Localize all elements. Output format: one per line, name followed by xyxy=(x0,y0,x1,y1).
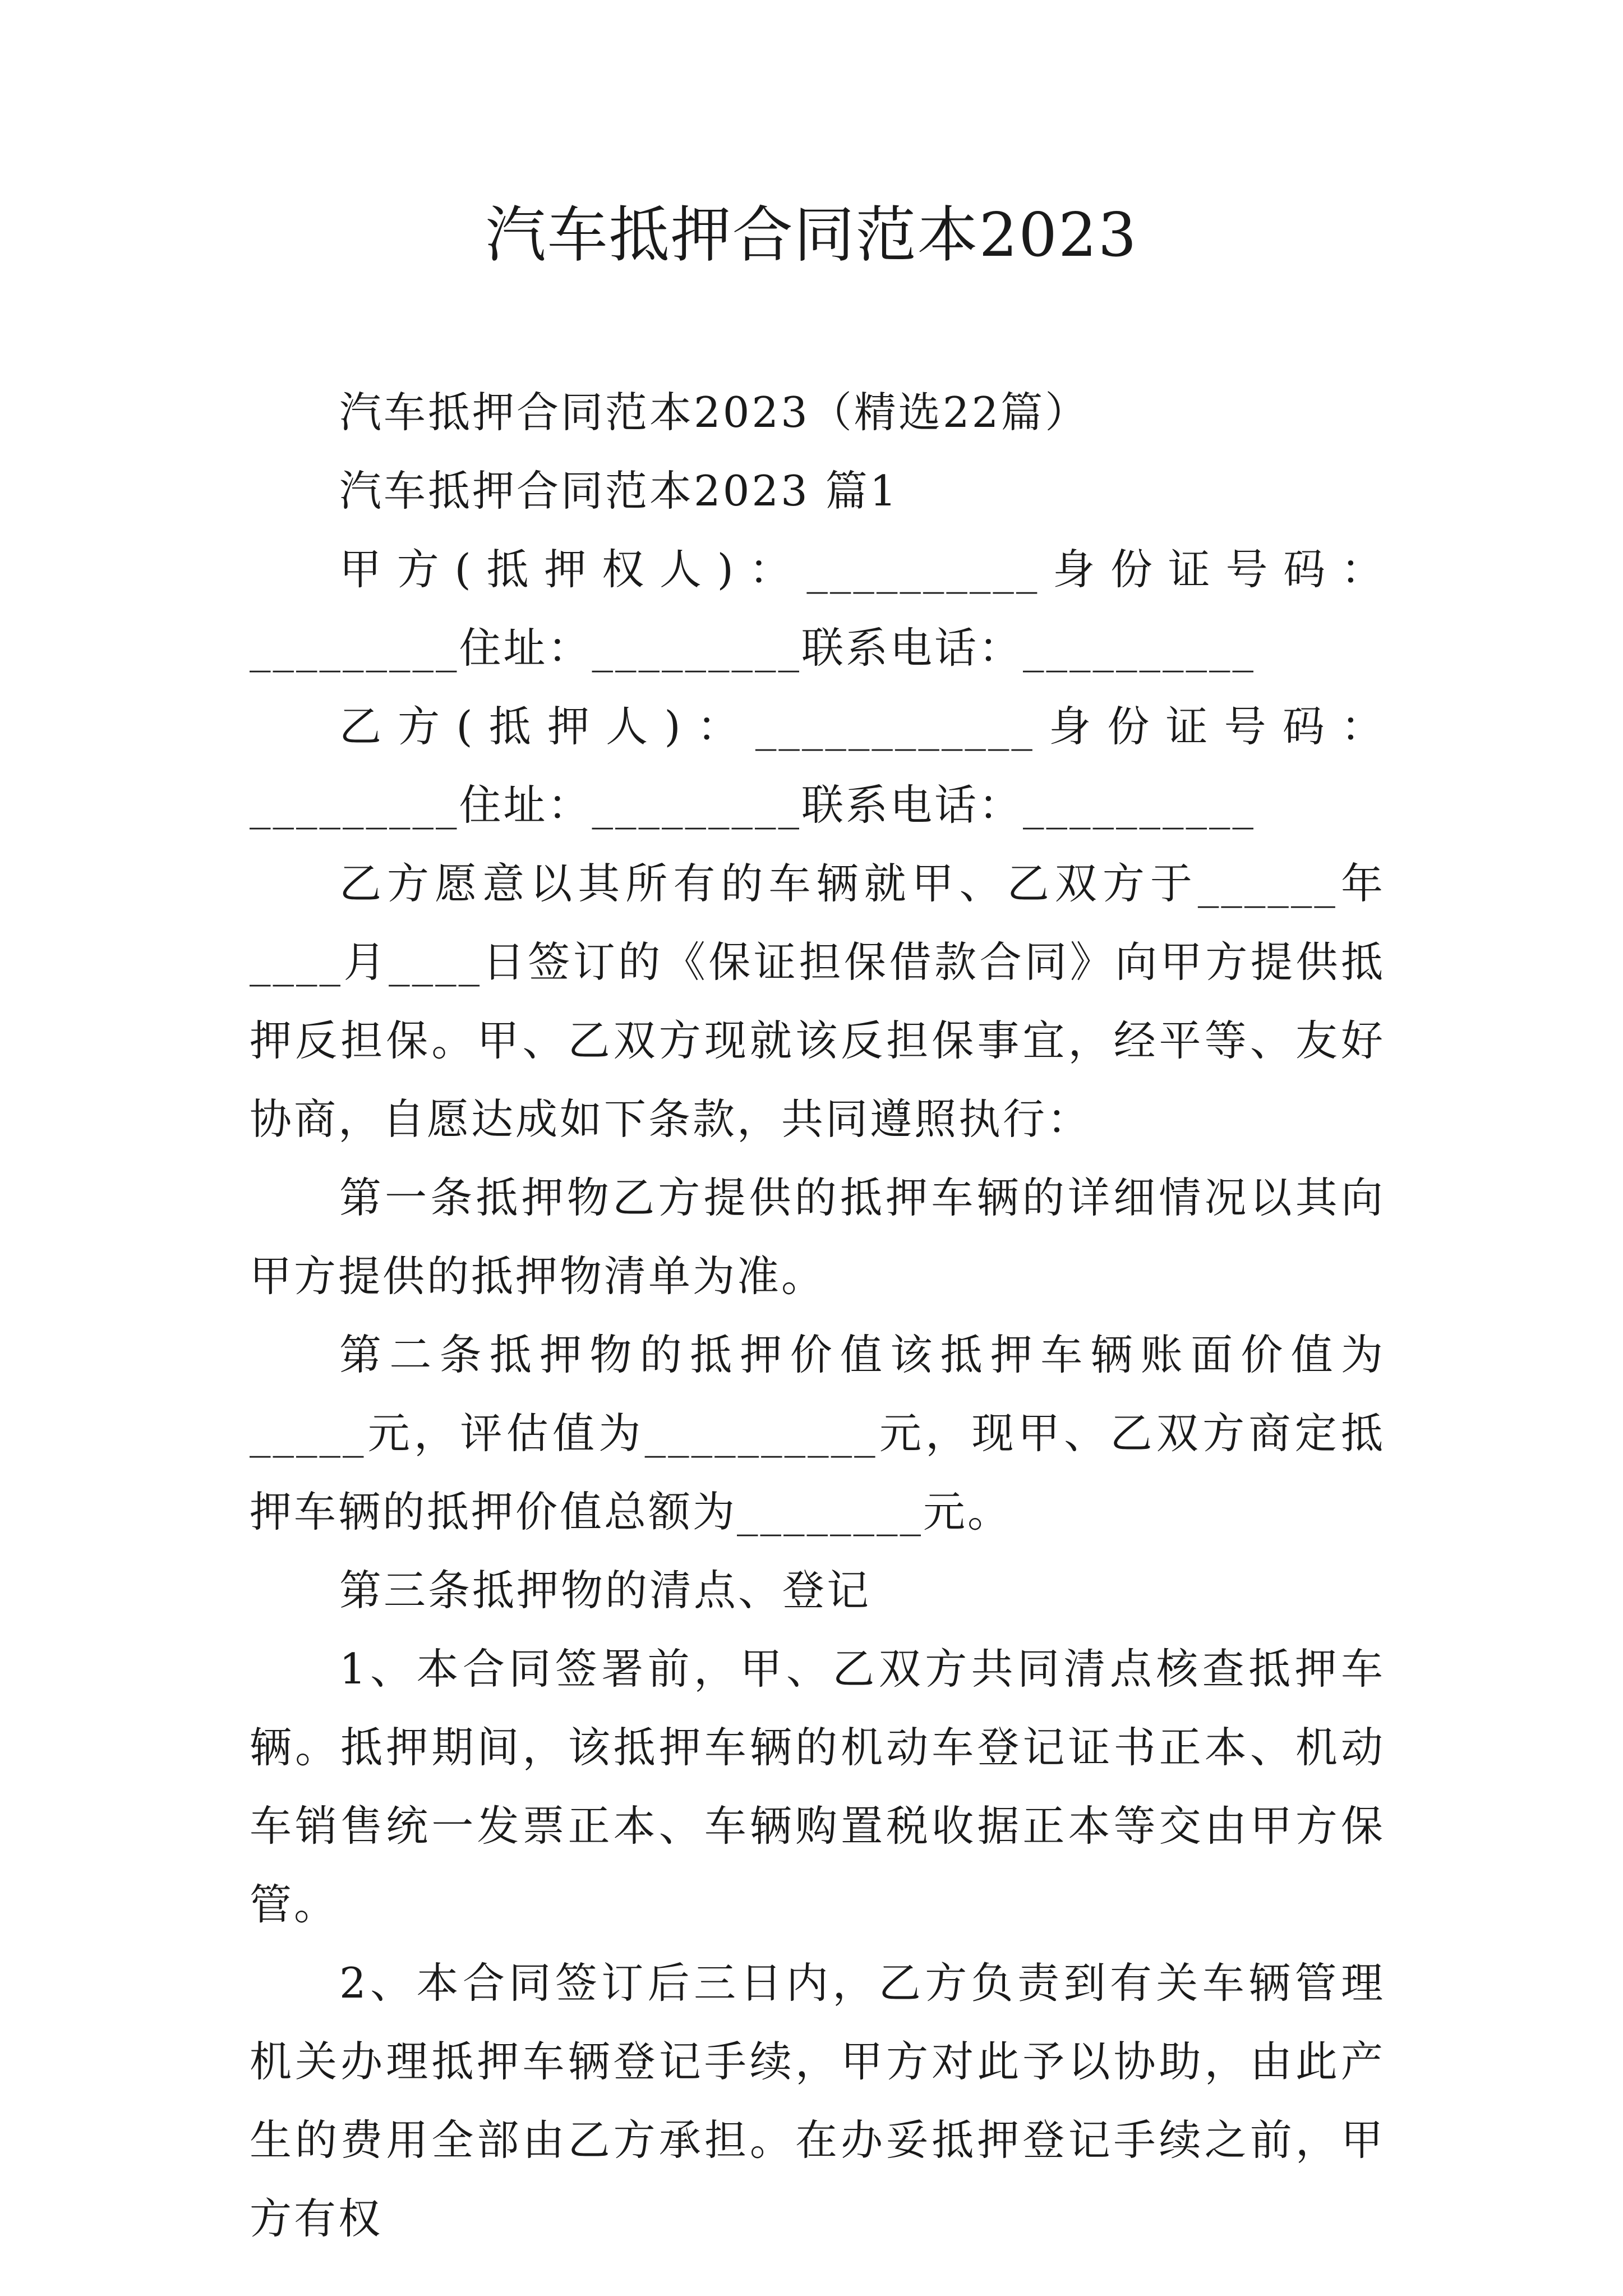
document-title: 汽车抵押合同范本2023 xyxy=(485,200,1138,270)
party-b-paragraph: 乙方(抵押人)：____________身份证号码：_________住址：_________联系电话：__________ xyxy=(250,702,1385,830)
party-a-paragraph: 甲方(抵押权人)：__________身份证号码：_________住址：_________联系电话：__________ xyxy=(250,545,1385,673)
subtitle-paragraph: 汽车抵押合同范本2023（精选22篇） xyxy=(339,388,1090,437)
article-3-heading: 第三条抵押物的清点、登记 xyxy=(339,1566,872,1615)
article-1-paragraph: 第一条抵押物乙方提供的抵押车辆的详细情况以其向甲方提供的抵押物清单为准。 xyxy=(250,1173,1385,1301)
section-heading: 汽车抵押合同范本2023 篇1 xyxy=(339,466,899,516)
clause-1-paragraph: 1、本合同签署前，甲、乙双方共同清点核查抵押车辆。抵押期间，该抵押车辆的机动车登记证书正本、机动车销售统一发票正本、车辆购置税收据正本等交由甲方保管。 xyxy=(250,1644,1385,1929)
clause-2-paragraph: 2、本合同签订后三日内，乙方负责到有关车辆管理机关办理抵押车辆登记手续，甲方对此予以协助，由此产生的费用全部由乙方承担。在办妥抵押登记手续之前，甲方有权 xyxy=(250,1958,1385,2243)
article-2-paragraph: 第二条抵押物的抵押价值该抵押车辆账面价值为_____元，评估值为__________元，现甲、乙双方商定抵押车辆的抵押价值总额为________元。 xyxy=(250,1330,1385,1536)
document-body xyxy=(250,373,1385,2258)
intro-paragraph: 乙方愿意以其所有的车辆就甲、乙双方于______年____月____日签订的《保证担保借款合同》向甲方提供抵押反担保。甲、乙双方现就该反担保事宜，经平等、友好协商，自愿达成如下条款，共同遵照执行： xyxy=(250,859,1385,1144)
